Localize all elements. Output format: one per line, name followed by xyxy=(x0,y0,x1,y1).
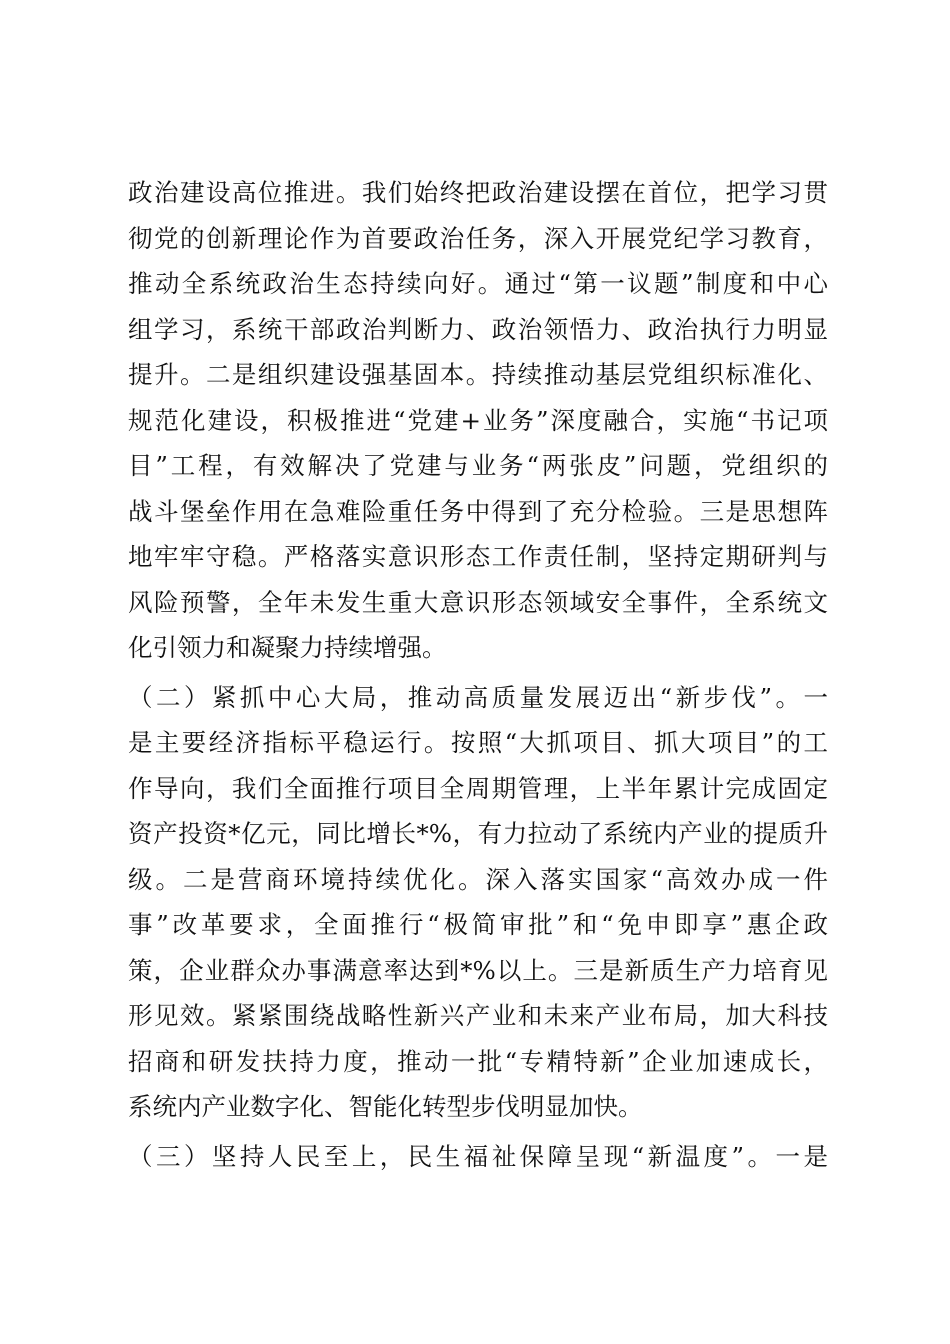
text-line: 是主要经济指标平稳运行。按照“大抓项目、抓大项目”的工 xyxy=(128,728,828,757)
text-line: 风险预警，全年未发生重大意识形态领域安全事件，全系统文 xyxy=(128,587,828,617)
text-line: 战斗堡垒作用在急难险重任务中得到了充分检验。三是思想阵 xyxy=(128,496,828,526)
text-line: 级。二是营商环境持续优化。深入落实国家“高效办成一件 xyxy=(128,864,828,894)
text-line: 地牢牢守稳。严格落实意识形态工作责任制，坚持定期研判与 xyxy=(128,542,828,571)
text-line: 规范化建设，积极推进“党建+业务”深度融合，实施“书记项 xyxy=(128,405,828,435)
section-heading-line: （二）紧抓中心大局，推动高质量发展迈出“新步伐”。一 xyxy=(128,682,828,712)
text-line: 招商和研发扶持力度，推动一批“专精特新”企业加速成长， xyxy=(128,1046,828,1076)
text-line: 彻党的创新理论作为首要政治任务，深入开展党纪学习教育， xyxy=(128,223,828,253)
section-heading-line: （三）坚持人民至上，民生福祉保障呈现“新温度”。一是 xyxy=(128,1141,828,1171)
text-line: 政治建设高位推进。我们始终把政治建设摆在首位，把学习贯 xyxy=(128,178,828,207)
text-line: 推动全系统政治生态持续向好。通过“第一议题”制度和中心 xyxy=(128,269,828,298)
text-line: 化引领力和凝聚力持续增强。 xyxy=(128,633,447,662)
text-line: 资产投资*亿元，同比增长*%，有力拉动了系统内产业的提质升 xyxy=(128,819,828,848)
text-line: 形见效。紧紧围绕战略性新兴产业和未来产业布局，加大科技 xyxy=(128,1001,828,1030)
text-line: 提升。二是组织建设强基固本。持续推动基层党组织标准化、 xyxy=(128,360,828,389)
paragraph-section-three xyxy=(128,1134,828,1180)
document-body xyxy=(128,170,828,1183)
text-line: 策，企业群众办事满意率达到*%以上。三是新质生产力培育见 xyxy=(128,955,828,985)
text-line: 作导向，我们全面推行项目全周期管理，上半年累计完成固定 xyxy=(128,773,828,803)
text-line: 组学习，系统干部政治判断力、政治领悟力、政治执行力明显 xyxy=(128,314,828,344)
paragraph-political-construction xyxy=(128,170,828,671)
text-line: 事”改革要求，全面推行“极简审批”和“免申即享”惠企政 xyxy=(128,910,828,939)
text-line: 目”工程，有效解决了党建与业务“两张皮”问题，党组织的 xyxy=(128,451,828,480)
text-line: 系统内产业数字化、智能化转型步伐明显加快。 xyxy=(128,1092,643,1121)
paragraph-section-two xyxy=(128,675,828,1130)
